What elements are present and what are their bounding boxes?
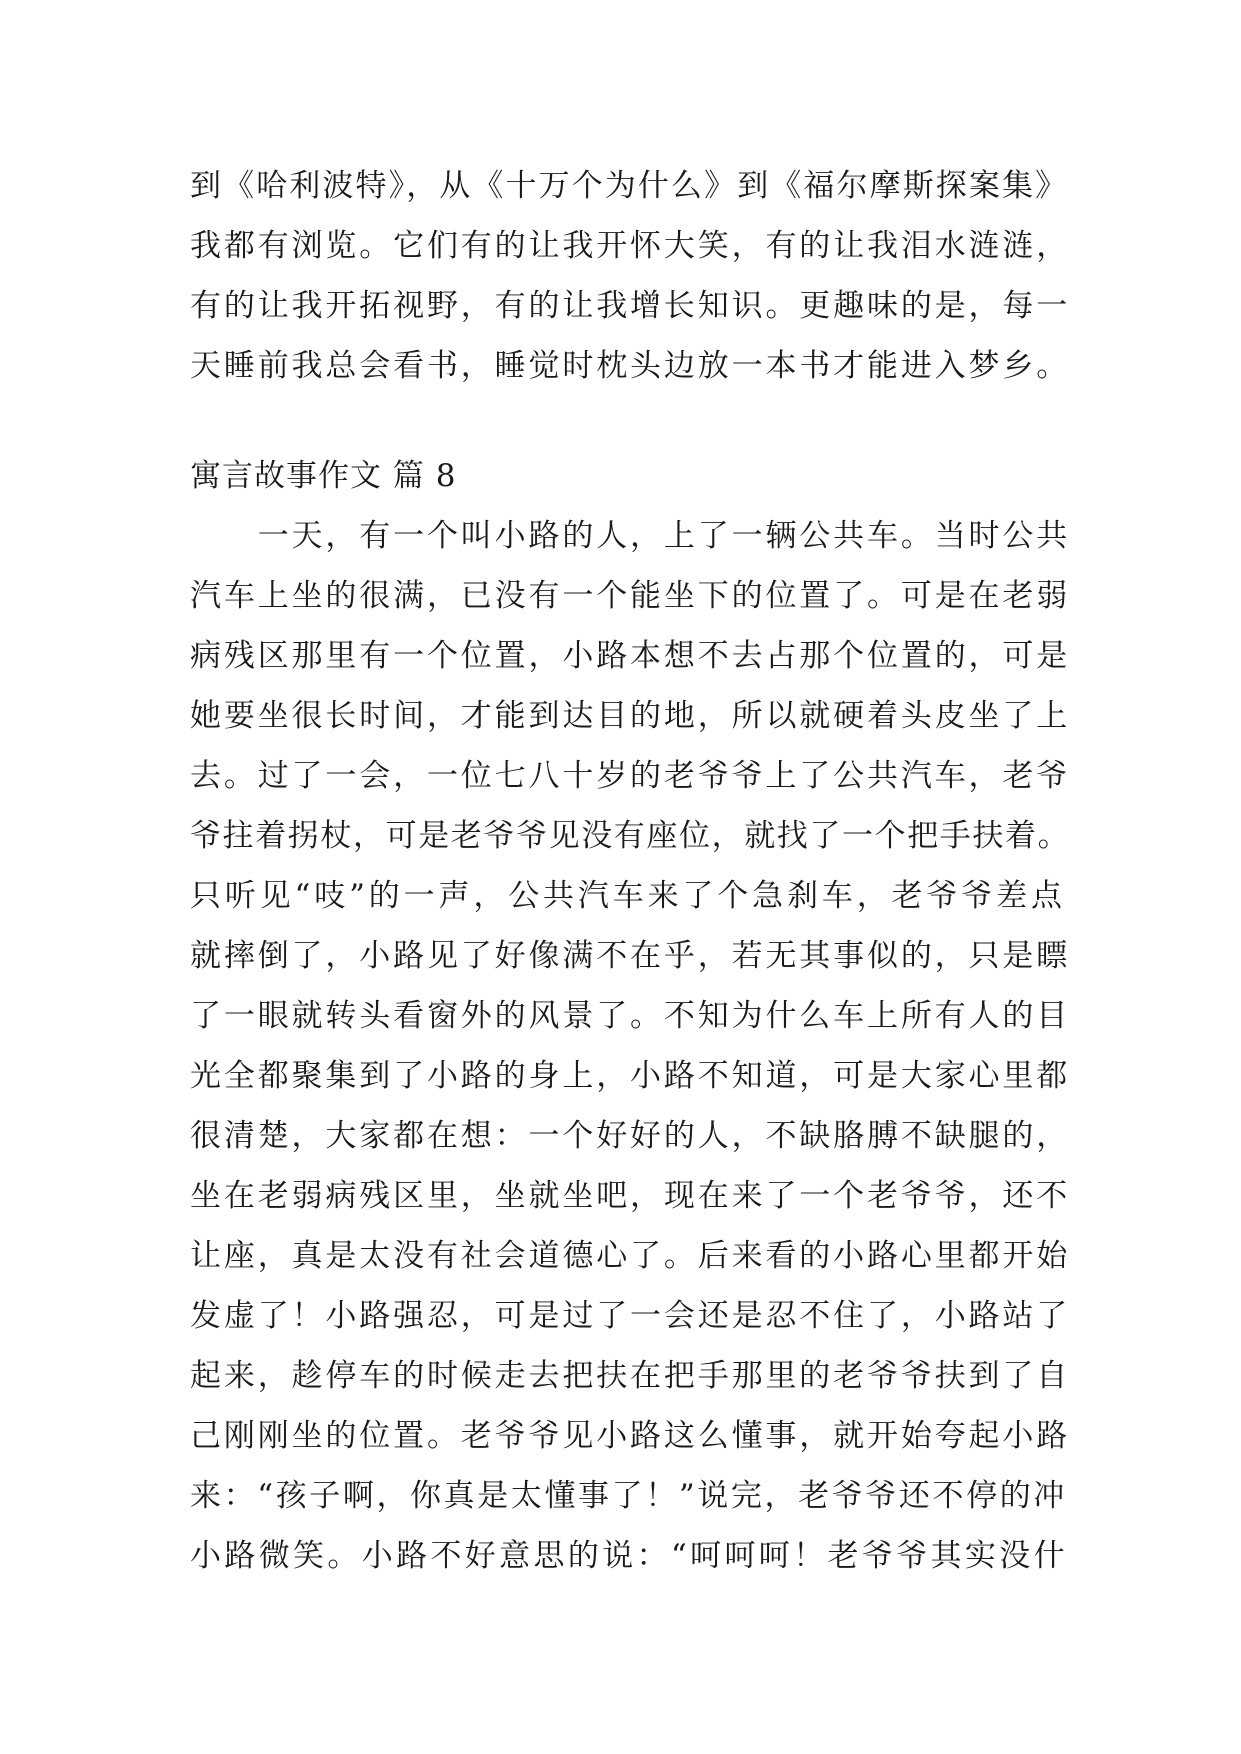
section-heading: 寓言故事作文 篇 8 xyxy=(190,458,457,494)
text-line: 一天，有一个叫小路的人，上了一辆公共车。当时公共 xyxy=(190,518,1071,554)
text-line: 小路微笑。小路不好意思的说：“呵呵呵！老爷爷其实没什 xyxy=(190,1538,1068,1574)
text-line: 我都有浏览。它们有的让我开怀大笑，有的让我泪水涟涟， xyxy=(190,228,1071,264)
text-line: 坐在老弱病残区里，坐就坐吧，现在来了一个老爷爷，还不 xyxy=(190,1178,1071,1214)
paragraph-1 xyxy=(190,156,1070,396)
text-line: 了一眼就转头看窗外的风景了。不知为什么车上所有人的目 xyxy=(190,998,1071,1034)
text-line: 只听见“吱”的一声，公共汽车来了个急刹车，老爷爷差点 xyxy=(190,878,1066,914)
text-line: 很清楚，大家都在想：一个好好的人，不缺胳膊不缺腿的， xyxy=(190,1118,1071,1154)
text-line: 来：“孩子啊，你真是太懂事了！”说完，老爷爷还不停的冲 xyxy=(190,1478,1067,1514)
text-line: 有的让我开拓视野，有的让我增长知识。更趣味的是，每一 xyxy=(190,288,1071,324)
text-line: 爷拄着拐杖，可是老爷爷见没有座位，就找了一个把手扶着。 xyxy=(190,818,1071,854)
text-line: 起来，趁停车的时候走去把扶在把手那里的老爷爷扶到了自 xyxy=(190,1358,1071,1394)
text-line: 己刚刚坐的位置。老爷爷见小路这么懂事，就开始夸起小路 xyxy=(190,1418,1071,1454)
text-line: 天睡前我总会看书，睡觉时枕头边放一本书才能进入梦乡。 xyxy=(190,348,1071,384)
text-line: 她要坐很长时间，才能到达目的地，所以就硬着头皮坐了上 xyxy=(190,698,1071,734)
text-line: 光全都聚集到了小路的身上，小路不知道，可是大家心里都 xyxy=(190,1058,1071,1094)
text-line: 去。过了一会，一位七八十岁的老爷爷上了公共汽车，老爷 xyxy=(190,758,1071,794)
text-line: 就摔倒了，小路见了好像满不在乎，若无其事似的，只是瞟 xyxy=(190,938,1071,974)
text-line: 让座，真是太没有社会道德心了。后来看的小路心里都开始 xyxy=(190,1238,1071,1274)
text-line: 病残区那里有一个位置，小路本想不去占那个位置的，可是 xyxy=(190,638,1071,674)
text-line: 发虚了！小路强忍，可是过了一会还是忍不住了，小路站了 xyxy=(190,1298,1071,1334)
paragraph-2 xyxy=(190,506,1070,1586)
text-line: 到《哈利波特》，从《十万个为什么》到《福尔摩斯探案集》 xyxy=(190,168,1069,204)
text-line: 汽车上坐的很满，已没有一个能坐下的位置了。可是在老弱 xyxy=(190,578,1071,614)
